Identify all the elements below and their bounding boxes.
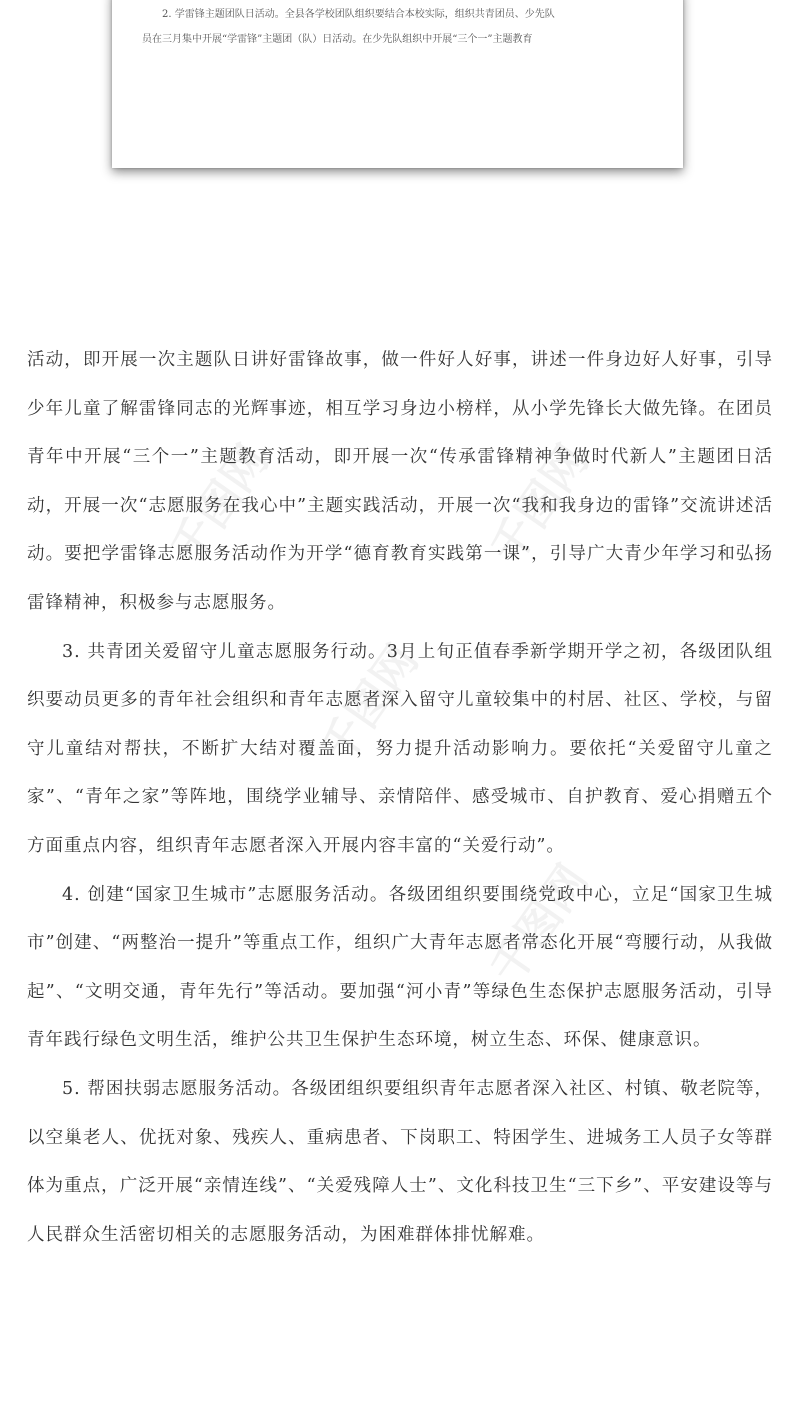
document-body: [27, 336, 773, 1259]
preview-text: [142, 2, 653, 52]
document-preview-card: [112, 0, 683, 168]
preview-line-2: 员在三月集中开展“学雷锋”主题团（队）日活动。在少先队组织中开展“三个一”主题教育: [142, 34, 533, 45]
paragraph-item-4: 4. 创建“国家卫生城市”志愿服务活动。各级团组织要围绕党政中心，立足“国家卫生城市”创建、“两整治一提升”等重点工作，组织广大青年志愿者常态化开展“弯腰行动，从我做起”、“文明交通，青年先行”等活动。要加强“河小青”等绿色生态保护志愿服务活动，引导青年践行绿色文明生活，维护公共卫生保护生态环境，树立生态、环保、健康意识。: [27, 884, 773, 1051]
watermark: 千图网: [160, 435, 279, 574]
paragraph-item-3: 3. 共青团关爱留守儿童志愿服务行动。3月上旬正值春季新学期开学之初，各级团队组织要动员更多的青年社会组织和青年志愿者深入留守儿童较集中的村居、社区、学校，与留守儿童结对帮扶，不断扩大结对覆盖面，努力提升活动影响力。要依托“关爱留守儿童之家”、“青年之家”等阵地，围绕学业辅导、亲情陪伴、感受城市、自护教育、爱心捐赠五个方面重点内容，组织青年志愿者深入开展内容丰富的“关爱行动”。: [27, 641, 773, 856]
preview-line-1: 2. 学雷锋主题团队日活动。全县各学校团队组织要结合本校实际，组织共青团员、少先队: [162, 9, 555, 20]
paragraph-continuation: 活动，即开展一次主题队日讲好雷锋故事，做一件好人好事，讲述一件身边好人好事，引导少年儿童了解雷锋同志的光辉事迹，相互学习身边小榜样，从小学先锋长大做先锋。在团员青年中开展“三个一”主题教育活动，即开展一次“传承雷锋精神争做时代新人”主题团日活动，开展一次“志愿服务在我心中”主题实践活动，开展一次“我和我身边的雷锋”交流讲述活动。要把学雷锋志愿服务活动作为开学“德育教育实践第一课”，引导广大青少年学习和弘扬雷锋精神，积极参与志愿服务。: [27, 350, 773, 613]
watermark: 千图网: [480, 855, 599, 994]
watermark: 千图网: [480, 435, 599, 574]
watermark: 千图网: [310, 635, 429, 774]
paragraph-item-5: 5. 帮困扶弱志愿服务活动。各级团组织要组织青年志愿者深入社区、村镇、敬老院等，以空巢老人、优抚对象、残疾人、重病患者、下岗职工、特困学生、进城务工人员子女等群体为重点，广泛开展“亲情连线”、“关爱残障人士”、文化科技卫生“三下乡”、平安建设等与人民群众生活密切相关的志愿服务活动，为困难群体排忧解难。: [27, 1078, 773, 1245]
